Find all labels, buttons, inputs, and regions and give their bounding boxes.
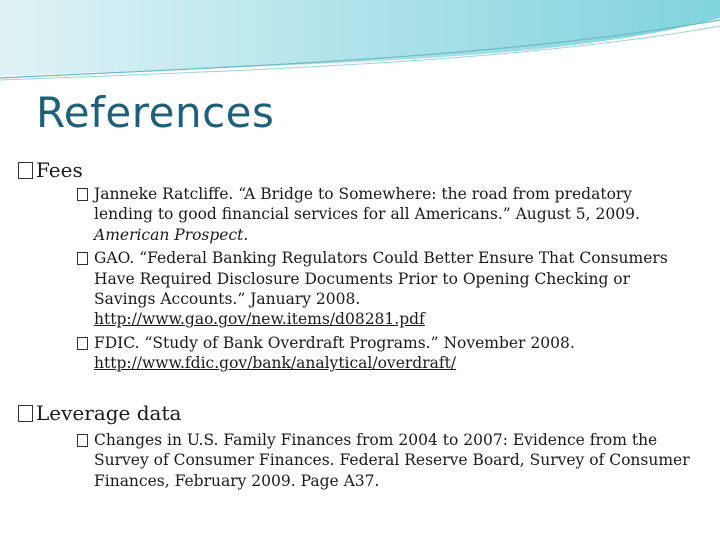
bullet-box-icon [18,405,33,422]
section-fees [18,158,708,374]
reference-item: Changes in U.S. Family Finances from 2004 to 2007: Evidence from the Survey of Consumer Finances. Federal Reserve Board, Survey of Consumer Finances, February 2009. Page A37. [21,430,708,491]
bullet-box-icon [77,434,88,447]
reference-item: GAO. “Federal Banking Regulators Could Better Ensure That Consumers Have Required Disclosure Documents Prior to Opening Checking or Savings Accounts.” January 2008. http://www.gao.gov/new.items/d08281.pdf [21,248,708,330]
bullet-box-icon [77,188,88,201]
reference-item: FDIC. “Study of Bank Overdraft Programs.” November 2008. http://www.fdic.gov/bank/analytical/overdraft/ [21,333,708,374]
bullet-box-icon [77,252,88,265]
gao-report-link[interactable]: http://www.gao.gov/new.items/d08281.pdf [94,310,425,329]
reference-item: Janneke Ratcliffe. “A Bridge to Somewhere: the road from predatory lending to good financial services for all Americans.” August 5, 2009. American Prospect. [21,184,708,245]
bullet-box-icon [18,162,33,179]
section-heading: Leverage data [18,401,708,425]
section-heading: Fees [18,158,708,182]
page-title: References [36,88,275,137]
section-leverage-data [18,401,708,491]
bullet-box-icon [77,337,88,350]
header-wave-decoration [0,0,720,90]
fdic-overdraft-link[interactable]: http://www.fdic.gov/bank/analytical/overdraft/ [94,354,457,373]
